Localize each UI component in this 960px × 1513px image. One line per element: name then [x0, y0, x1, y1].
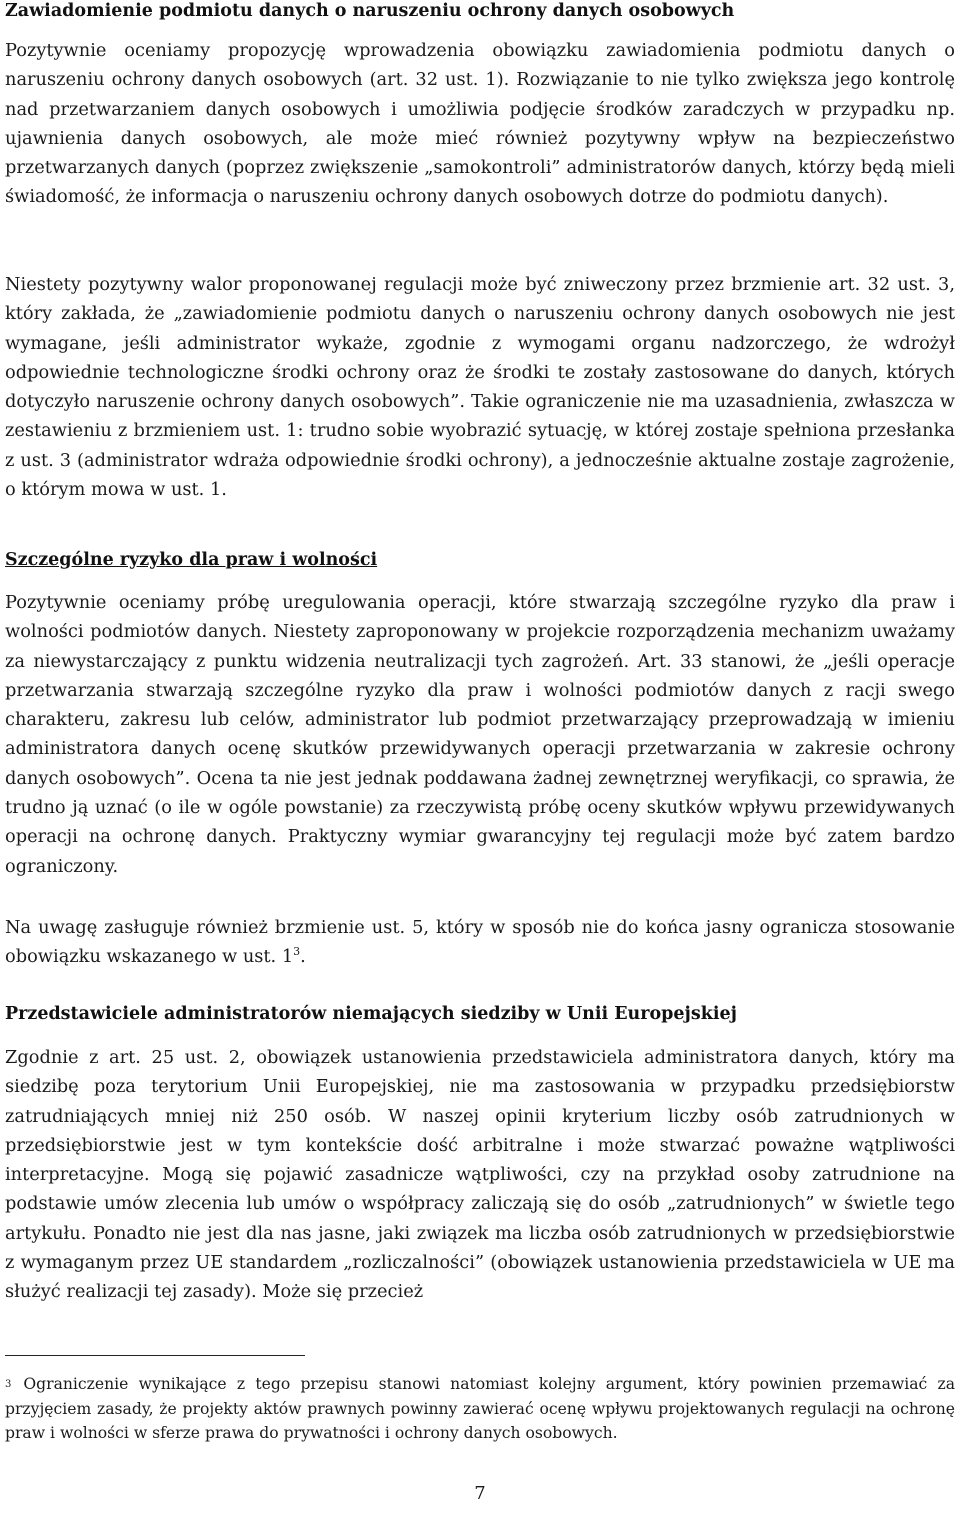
paragraph-text: Na uwagę zasługuje również brzmienie ust. 5, który w sposób nie do końca jasny ogranicza stosowanie obowiązku wskazanego w ust. 1 [5, 917, 955, 968]
paragraph: Niestety pozytywny walor proponowanej regulacji może być zniweczony przez brzmienie art. 32 ust. 3, który zakłada, że „zawiadomienie podmiotu danych o naruszeniu ochrony danych osobowych nie jest wymagane, jeśli administrator wykaże, zgodnie z wymogami organu nadzorczego, że wdrożył odpowiednie technologiczne środki ochrony oraz że środki te zostały zastosowane do danych, których dotyczyło naruszenie ochrony danych osobowych”. Takie ograniczenie nie ma uzasadnienia, zwłaszcza w zestawieniu z brzmieniem ust. 1: trudno sobie wyobrazić sytuację, w której zostaje spełniona przesłanka z ust. 3 (administrator wdraża odpowiednie środki ochrony), a jednocześnie aktualne zostaje zagrożenie, o którym mowa w ust. 1. [5, 274, 955, 501]
paragraph-text-end: . [300, 946, 306, 968]
paragraph: Zgodnie z art. 25 ust. 2, obowiązek ustanowienia przedstawiciela administratora danych, który ma siedzibę poza terytorium Unii Europejskiej, nie ma zastosowania w przypadku przedsiębiorstw zatrudniających mniej niż 250 osób. W naszej opinii kryterium liczby osób zatrudnionych w przedsiębiorstwie jest w tym kontekście dość arbitralne i może stwarzać poważne wątpliwości interpretacyjne. Mogą się pojawić zasadnicze wątpliwości, czy na przykład osoby zatrudnione na podstawie umów zlecenia lub umów o współpracy zaliczają się do osób „zatrudnionych” w świetle tego artykułu. Ponadto nie jest dla nas jasne, jaki związek ma liczba osób zatrudnionych w przedsiębiorstwie z wymaganym przez UE standardem „rozliczalności” (obowiązek ustanowienia przedstawiciela w UE ma służyć realizacji tej zasady). Może się przecież [5, 1047, 955, 1303]
paragraph: Pozytywnie oceniamy propozycję wprowadzenia obowiązku zawiadomienia podmiotu danych o naruszeniu ochrony danych osobowych (art. 32 ust. 1). Rozwiązanie to nie tylko zwiększa jego kontrolę nad przetwarzaniem danych osobowych i umożliwia podjęcie środków zaradczych w przypadku np. ujawnienia danych osobowych, ale może mieć również pozytywny wpływ na bezpieczeństwo przetwarzanych danych (poprzez zwiększenie „samokontroli” administratorów danych, którzy będą mieli świadomość, że informacja o naruszeniu ochrony danych osobowych dotrze do podmiotu danych). [5, 40, 955, 208]
footnote [5, 1372, 955, 1446]
footnote-separator [5, 1355, 305, 1356]
section-title-representatives: Przedstawiciele administratorów niemających siedziby w Unii Europejskiej [5, 1004, 737, 1024]
page-number: 7 [474, 1483, 486, 1504]
paragraph: Pozytywnie oceniamy próbę uregulowania operacji, które stwarzają szczególne ryzyko dla praw i wolności podmiotów danych. Niestety zaproponowany w projekcie rozporządzenia mechanizm uważamy za niewystarczający z punktu widzenia neutralizacji tych zagrożeń. Art. 33 stanowi, że „jeśli operacje przetwarzania stwarzają szczególne ryzyko dla praw i wolności podmiotów danych z racji swego charakteru, zakresu lub celów, administrator lub podmiot przetwarzający przeprowadzają w imieniu administratora danych ocenę skutków przewidywanych operacji przetwarzania w zakresie ochrony danych osobowych”. Ocena ta nie jest jednak poddawana żadnej zewnętrznej weryfikacji, co sprawia, że trudno ją uznać (o ile w ogóle powstanie) za rzeczywistą próbę oceny skutków wpływu przewidywanych operacji na ochronę danych. Praktyczny wymiar gwarancyjny tej regulacji może być zatem bardzo ograniczony. [5, 592, 955, 877]
footnote-ref[interactable]: 3 [293, 945, 301, 959]
footnote-number: 3 [5, 1379, 12, 1390]
paragraph-with-footnote [5, 913, 955, 972]
footnote-text: Ograniczenie wynikające z tego przepisu stanowi natomiast kolejny argument, który powinien przemawiać za przyjęciem zasady, że projekty aktów prawnych powinny zawierać ocenę wpływu projektowanych regulacji na ochronę praw i wolności w sferze prawa do prywatności i ochrony danych osobowych. [5, 1375, 955, 1442]
section-title-notification: Zawiadomienie podmiotu danych o naruszeniu ochrony danych osobowych [5, 1, 735, 21]
section-title-special-risk: Szczególne ryzyko dla praw i wolności [5, 550, 378, 570]
